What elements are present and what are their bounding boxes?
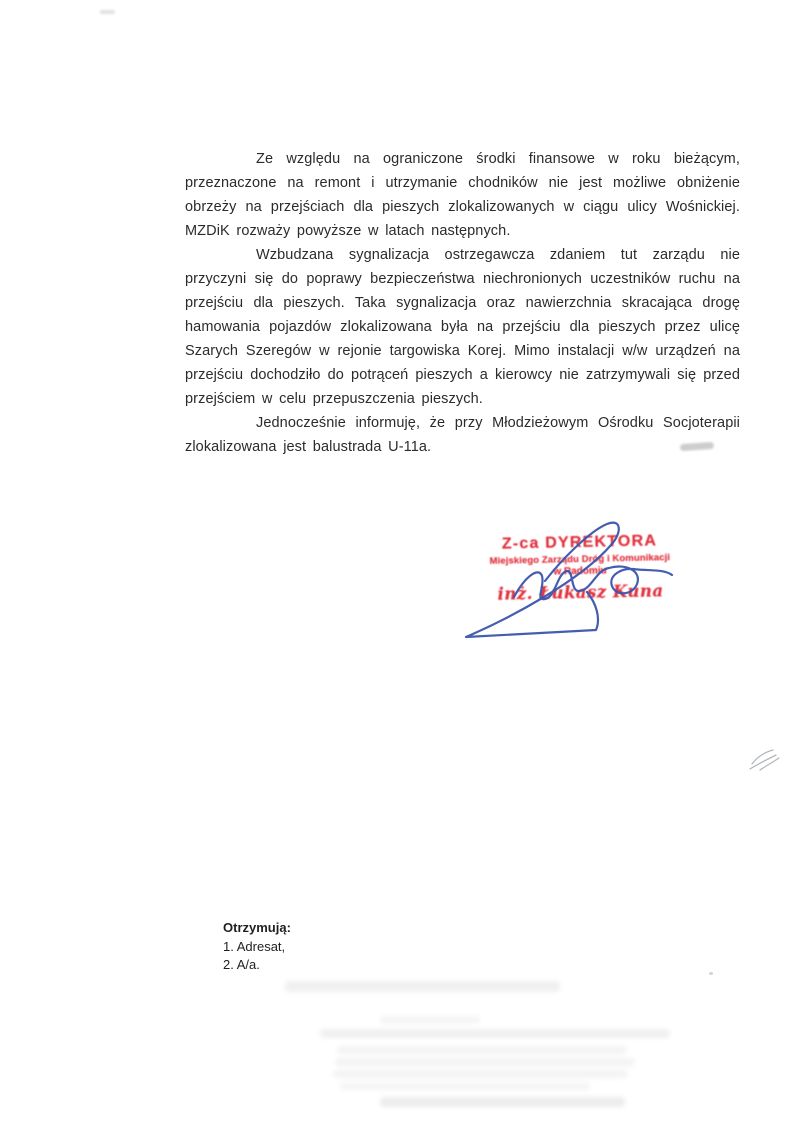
- scan-scribble: [744, 740, 788, 776]
- signature-cursive-letters: [514, 566, 672, 599]
- handwritten-signature: [450, 513, 695, 648]
- distribution-item-aa: 2. A/a.: [223, 957, 260, 972]
- ghost-line: [333, 1070, 628, 1078]
- letter-body: [185, 147, 740, 459]
- distribution-item-adresat: 1. Adresat,: [223, 938, 286, 954]
- paragraph-finanse: Ze względu na ograniczone środki finansowe w roku bieżącym, przeznaczone na remont i utrzymanie chodników nie jest możliwe obniżenie obrzeży na przejściach dla pieszych zlokalizowanych w ciągu ulicy Wośnickiej. MZDiK rozważy powyższe w latach następnych.: [185, 151, 740, 239]
- stamp-signer-name: inż. Łukasz Kuna: [497, 581, 664, 604]
- paragraph-balustrada: Jednocześnie informuję, że przy Młodzieżowym Ośrodku Socjoterapii zlokalizowana jest balustrada U-11a.: [185, 415, 740, 455]
- stamp-organization: Miejskiego Zarządu Dróg i Komunikacji: [489, 552, 671, 567]
- paragraph-sygnalizacja: Wzbudzana sygnalizacja ostrzegawcza zdaniem tut zarządu nie przyczyni się do poprawy bezpieczeństwa niechronionych uczestników ruchu na przejściu dla pieszych. Taka sygnalizacja oraz nawierzchnia skracająca drogę hamowania pojazdów zlokalizowana była na przejściu dla pieszych przez ulicę Szarych Szeregów w rejonie targowiska Korej. Mimo instalacji w/w urządzeń na przejściu dochodziło do potrąceń pieszych a kierowcy nie zatrzymywali się przed przejściem w celu przepuszczenia pieszych.: [185, 247, 740, 407]
- ghost-line: [337, 1046, 627, 1054]
- stamp-city: w Radomiu: [553, 565, 607, 578]
- distribution-heading: Otrzymują:: [223, 920, 291, 935]
- ghost-line: [320, 1029, 670, 1038]
- ghost-line: [335, 1058, 635, 1066]
- ghost-line: [285, 981, 560, 992]
- ghost-line: [380, 1097, 625, 1107]
- stamp-title: Z-ca DYREKTORA: [501, 532, 658, 553]
- ghost-line: [340, 1082, 590, 1090]
- scan-wisp: [100, 10, 115, 14]
- scan-speck: [709, 972, 713, 975]
- ghost-line: [380, 1016, 480, 1024]
- distribution-list: [223, 919, 291, 975]
